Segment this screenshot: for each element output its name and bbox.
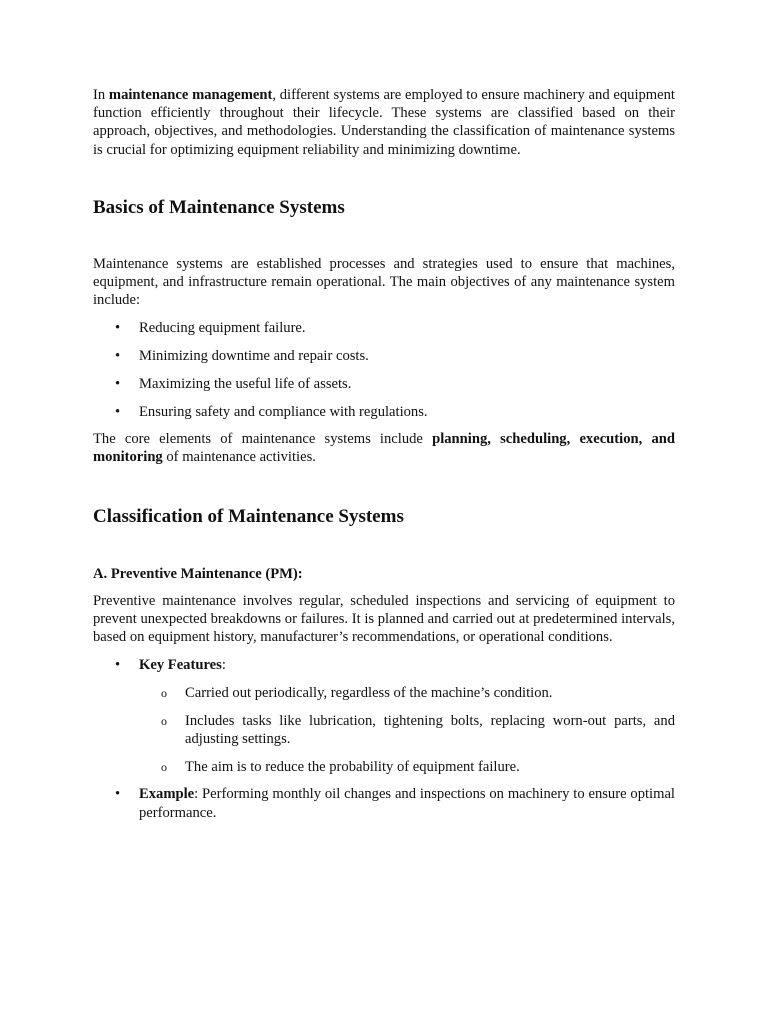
list-item-text: Carried out periodically, regardless of the machine’s condition. bbox=[185, 685, 553, 702]
key-features-list bbox=[93, 684, 675, 776]
list-item-text: Minimizing downtime and repair costs. bbox=[139, 348, 369, 365]
list-item bbox=[93, 758, 675, 776]
intro-paragraph bbox=[93, 86, 675, 159]
intro-prefix: In bbox=[93, 87, 109, 103]
basics-heading: Basics of Maintenance Systems bbox=[93, 196, 345, 218]
list-item bbox=[93, 712, 675, 748]
intro-bold-term: maintenance management bbox=[108, 87, 273, 103]
bullet-icon: • bbox=[115, 403, 121, 420]
core-suffix: of maintenance activities. bbox=[162, 449, 316, 466]
bullet-icon: • bbox=[115, 348, 121, 365]
list-item bbox=[93, 785, 675, 821]
basics-paragraph: Maintenance systems are established processes and strategies used to ensure that machines, equipment, and infrastructure remain operational. The main objectives of any maintenance system include: bbox=[93, 255, 675, 309]
key-features-label: Key Features bbox=[139, 657, 222, 674]
bullet-icon: • bbox=[115, 320, 121, 337]
bullet-icon: • bbox=[115, 375, 121, 392]
list-item bbox=[93, 347, 675, 365]
core-elements-paragraph bbox=[93, 430, 675, 466]
preventive-subheading: A. Preventive Maintenance (PM): bbox=[93, 565, 303, 582]
objectives-list bbox=[93, 319, 675, 420]
intro-text: , different systems are employed to ensure machinery and equipment function efficiently throughout their lifecycle. These systems are classified based on their approach, objectives, and methodologies. Understanding the classification of maintenance systems is crucial for optimizing equipment reliability and minimizing downtime. bbox=[93, 87, 675, 158]
sub-bullet-icon: o bbox=[161, 686, 167, 701]
list-item-text: Reducing equipment failure. bbox=[139, 320, 306, 337]
list-item-text: Ensuring safety and compliance with regulations. bbox=[139, 403, 428, 420]
list-item bbox=[93, 319, 675, 337]
sub-bullet-icon: o bbox=[161, 759, 167, 774]
core-prefix: The core elements of maintenance systems include bbox=[93, 431, 433, 448]
example-text: : Performing monthly oil changes and inspections on machinery to ensure optimal performance. bbox=[139, 786, 675, 821]
preventive-paragraph: Preventive maintenance involves regular, scheduled inspections and servicing of equipment to prevent unexpected breakdowns or failures. It is planned and carried out at predetermined intervals, based on equipment history, manufacturer’s recommendations, or operational conditions. bbox=[93, 592, 675, 646]
example-label: Example bbox=[139, 786, 195, 803]
list-item-text: The aim is to reduce the probability of equipment failure. bbox=[185, 758, 520, 775]
bullet-icon: • bbox=[115, 657, 121, 674]
list-item bbox=[93, 375, 675, 393]
document-body bbox=[93, 86, 675, 831]
bullet-icon: • bbox=[115, 786, 121, 803]
classification-heading: Classification of Maintenance Systems bbox=[93, 505, 404, 527]
list-item bbox=[93, 656, 675, 776]
list-item-text: Maximizing the useful life of assets. bbox=[139, 375, 352, 392]
key-features-colon: : bbox=[221, 657, 226, 674]
list-item bbox=[93, 403, 675, 421]
core-bold-terms: planning, scheduling, execution, and monitoring bbox=[93, 431, 675, 466]
list-item bbox=[93, 684, 675, 702]
preventive-list bbox=[93, 656, 675, 821]
sub-bullet-icon: o bbox=[161, 713, 167, 728]
list-item-text: Includes tasks like lubrication, tightening bolts, replacing worn-out parts, and adjusting settings. bbox=[185, 712, 675, 748]
